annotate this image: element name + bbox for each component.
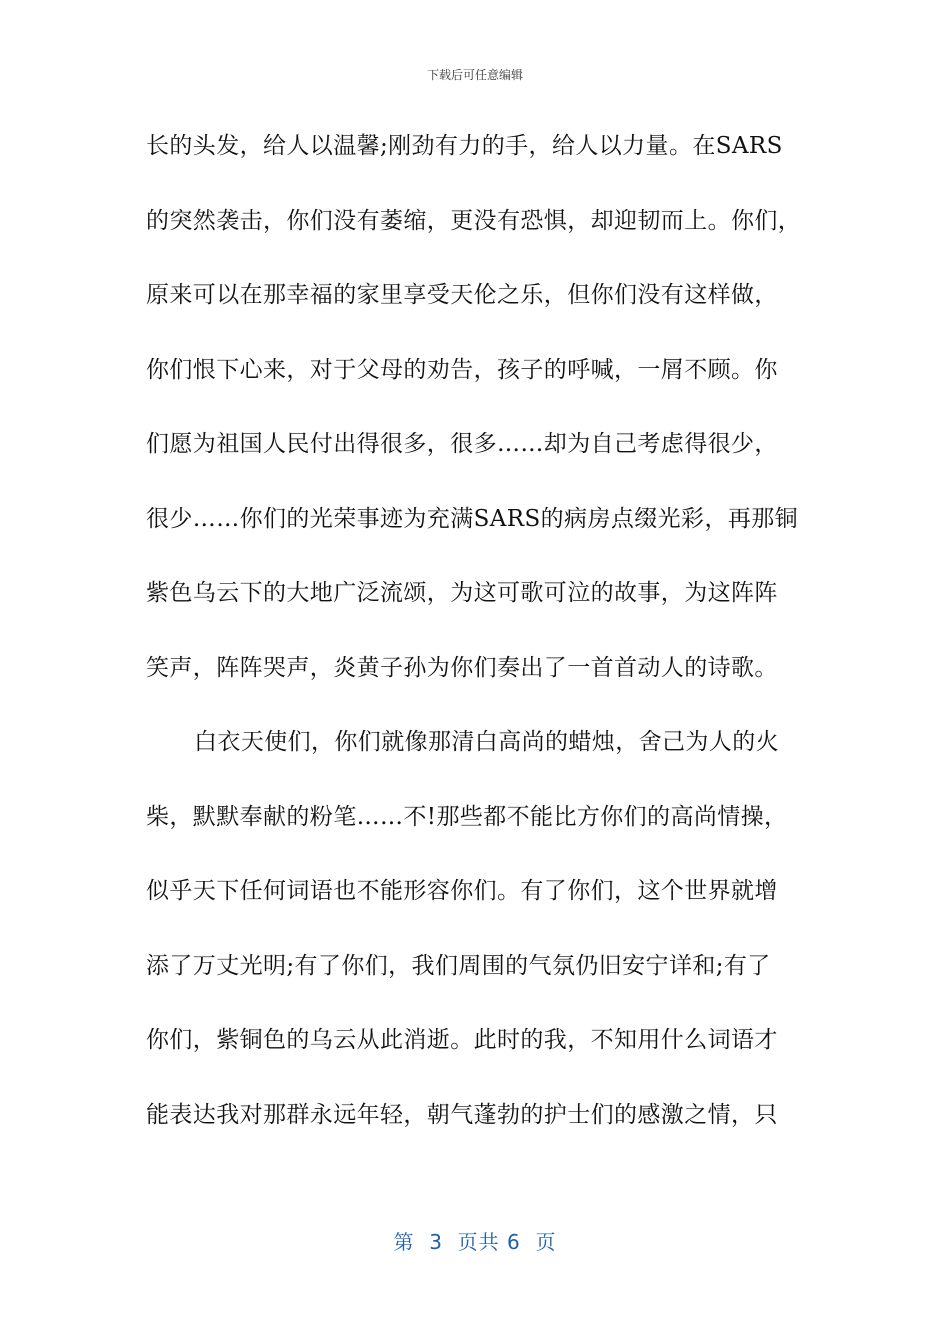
text-line: 们愿为祖国人民付出得很多，很多……却为自己考虑得很少， <box>146 431 778 457</box>
page-number-footer: 第 3 页共 6 页 <box>393 1230 557 1254</box>
page-header: 下载后可任意编辑 <box>426 68 523 82</box>
text-line: 紫色乌云下的大地广泛流颂，为这可歌可泣的故事，为这阵阵 <box>146 580 778 606</box>
text-line: 似乎天下任何词语也不能形容你们。有了你们，这个世界就增 <box>146 878 778 904</box>
paragraph-start-line: 白衣天使们，你们就像那清白高尚的蜡烛，舍己为人的火 <box>194 729 779 755</box>
text-line: 柴，默默奉献的粉笔……不!那些都不能比方你们的高尚情操， <box>146 803 788 830</box>
text-line: 你们，紫铜色的乌云从此消逝。此时的我，不知用什么词语才 <box>146 1027 778 1053</box>
text-line: 你们恨下心来，对于父母的劝告，孩子的呼喊，一屑不顾。你 <box>146 356 778 383</box>
text-line: 笑声，阵阵哭声，炎黄子孙为你们奏出了一首首动人的诗歌。 <box>146 654 778 681</box>
document-body <box>146 126 806 1169</box>
text-line: 添了万丈光明;有了你们，我们周围的气氛仍旧安宁详和;有了 <box>146 952 771 979</box>
text-line: 很少……你们的光荣事迹为充满SARS的病房点缀光彩，再那铜 <box>146 505 799 532</box>
text-line: 长的头发，给人以温馨;刚劲有力的手，给人以力量。在SARS <box>146 133 783 159</box>
text-line: 的突然袭击，你们没有萎缩，更没有恐惧，却迎韧而上。你们， <box>146 207 802 234</box>
text-line: 原来可以在那幸福的家里享受天伦之乐，但你们没有这样做， <box>146 282 778 308</box>
text-line: 能表达我对那群永远年轻，朝气蓬勃的护士们的感激之情，只 <box>146 1101 778 1128</box>
